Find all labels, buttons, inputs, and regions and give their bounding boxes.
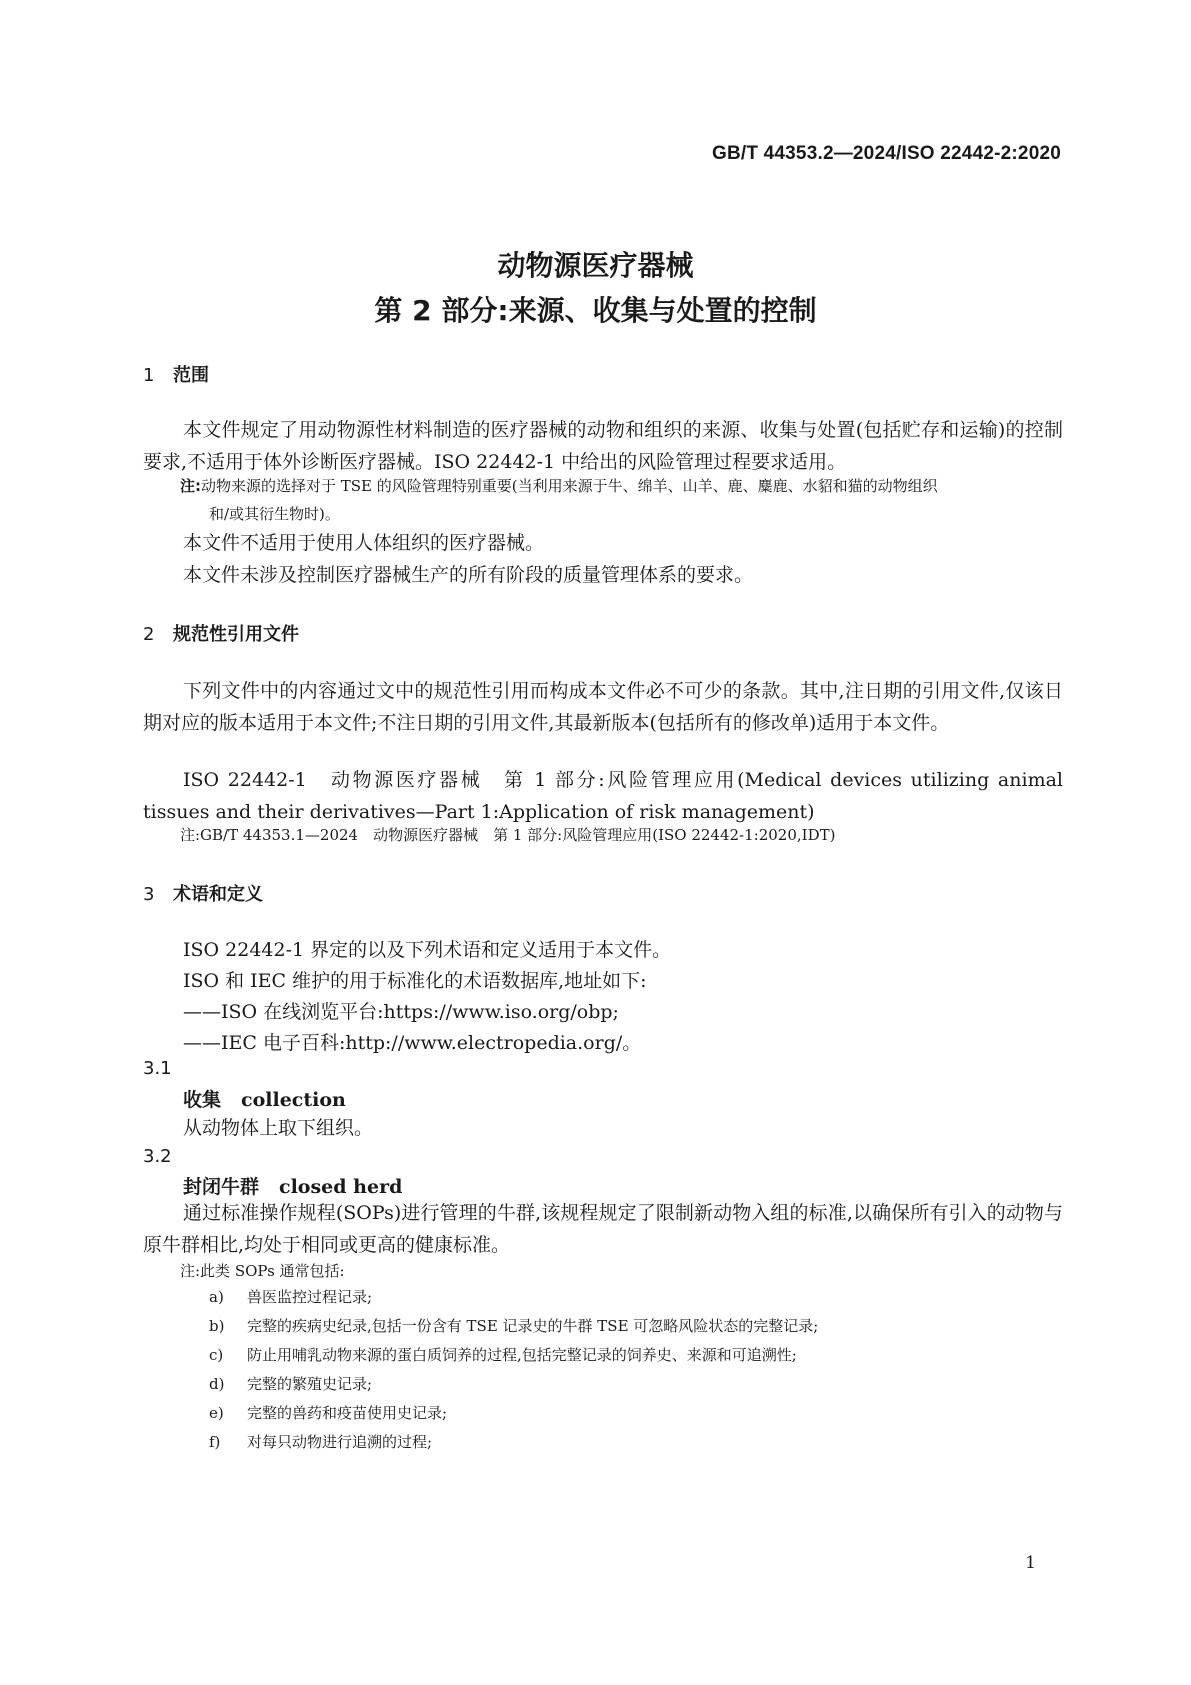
terms-database-intro: ISO 和 IEC 维护的用于标准化的术语数据库,地址如下:	[183, 970, 647, 992]
list-item-text: 兽医监控过程记录;	[247, 1288, 373, 1306]
section-heading-scope	[143, 361, 209, 387]
terms-intro: ISO 22442-1 界定的以及下列术语和定义适用于本文件。	[183, 939, 672, 961]
list-item-text: 完整的繁殖史记录;	[247, 1375, 373, 1393]
term-zh: 封闭牛群	[183, 1176, 260, 1198]
reference-entry: ISO 22442-1 动物源医疗器械 第 1 部分:风险管理应用(Medical devices utilizing animal tissues and their derivatives—Part 1:Application of risk management)	[143, 769, 1063, 823]
document-subtitle: 第 2 部分:来源、收集与处置的控制	[374, 294, 817, 327]
list-item-label: f)	[209, 1433, 221, 1451]
term-entry-collection	[183, 1085, 346, 1112]
section-title: 术语和定义	[173, 884, 263, 905]
list-item	[209, 1402, 447, 1423]
section-heading-terms	[143, 880, 263, 906]
iec-electropedia-link: ——IEC 电子百科:http://www.electropedia.org/。	[183, 1032, 642, 1054]
term-number: 3.2	[143, 1146, 172, 1167]
document-title: 动物源医疗器械	[497, 249, 694, 282]
section-heading-normative-references	[143, 620, 299, 646]
standard-code: GB/T 44353.2—2024/ISO 22442-2:2020	[711, 143, 1061, 164]
list-item-label: c)	[209, 1346, 224, 1364]
list-item-text: 完整的兽药和疫苗使用史记录;	[247, 1404, 448, 1422]
list-item	[209, 1373, 372, 1394]
normative-references-paragraph: 下列文件中的内容通过文中的规范性引用而构成本文件必不可少的条款。其中,注日期的引用文件,仅该日期对应的版本适用于本文件;不注日期的引用文件,其最新版本(包括所有的修改单)适用于本文件。	[143, 680, 1063, 734]
section-title: 规范性引用文件	[173, 624, 299, 645]
term-definition: 通过标准操作规程(SOPs)进行管理的牛群,该规程规定了限制新动物入组的标准,以确保所有引入的动物与原牛群相比,均处于相同或更高的健康标准。	[143, 1202, 1063, 1256]
list-item	[209, 1431, 432, 1452]
list-item	[209, 1315, 818, 1336]
iso-obp-link: ——ISO 在线浏览平台:https://www.iso.org/obp;	[183, 1001, 619, 1023]
section-number: 2	[143, 624, 155, 645]
scope-note	[180, 472, 1060, 528]
list-item-text: 防止用哺乳动物来源的蛋白质饲养的过程,包括完整记录的饲养史、来源和可追溯性;	[247, 1346, 797, 1364]
term-definition: 从动物体上取下组织。	[183, 1117, 374, 1139]
sop-note-intro: 注:此类 SOPs 通常包括:	[180, 1262, 345, 1280]
section-title: 范围	[173, 365, 209, 386]
list-item-label: a)	[209, 1288, 224, 1306]
section-number: 1	[143, 365, 155, 386]
list-item	[209, 1344, 797, 1365]
section-number: 3	[143, 884, 155, 905]
list-item-text: 完整的疾病史纪录,包括一份含有 TSE 记录史的牛群 TSE 可忽略风险状态的完整记录;	[247, 1317, 819, 1335]
term-zh: 收集	[183, 1089, 222, 1111]
list-item-label: b)	[209, 1317, 225, 1335]
list-item-label: d)	[209, 1375, 225, 1393]
note-text-line1: 动物来源的选择对于 TSE 的风险管理特别重要(当利用来源于牛、绵羊、山羊、鹿、麋鹿、水貂和猫的动物组织	[201, 477, 938, 495]
reference-note: 注:GB/T 44353.1—2024 动物源医疗器械 第 1 部分:风险管理应用(ISO 22442-1:2020,IDT)	[180, 826, 836, 844]
page-number: 1	[1025, 1553, 1036, 1573]
note-label: 注:	[180, 477, 201, 495]
list-item-text: 对每只动物进行追溯的过程;	[247, 1433, 433, 1451]
term-en: collection	[241, 1089, 346, 1111]
list-item-label: e)	[209, 1404, 224, 1422]
note-text-line2: 和/或其衍生物时)。	[209, 505, 340, 523]
scope-exclusion: 本文件不适用于使用人体组织的医疗器械。	[183, 532, 545, 554]
list-item	[209, 1286, 372, 1307]
scope-paragraph: 本文件规定了用动物源性材料制造的医疗器械的动物和组织的来源、收集与处置(包括贮存和运输)的控制要求,不适用于体外诊断医疗器械。ISO 22442-1 中给出的风险管理过程要求适用。	[143, 419, 1063, 473]
term-number: 3.1	[143, 1058, 172, 1079]
scope-qms-statement: 本文件未涉及控制医疗器械生产的所有阶段的质量管理体系的要求。	[183, 564, 754, 586]
term-entry-closed-herd	[183, 1172, 402, 1199]
term-en: closed herd	[279, 1176, 403, 1198]
